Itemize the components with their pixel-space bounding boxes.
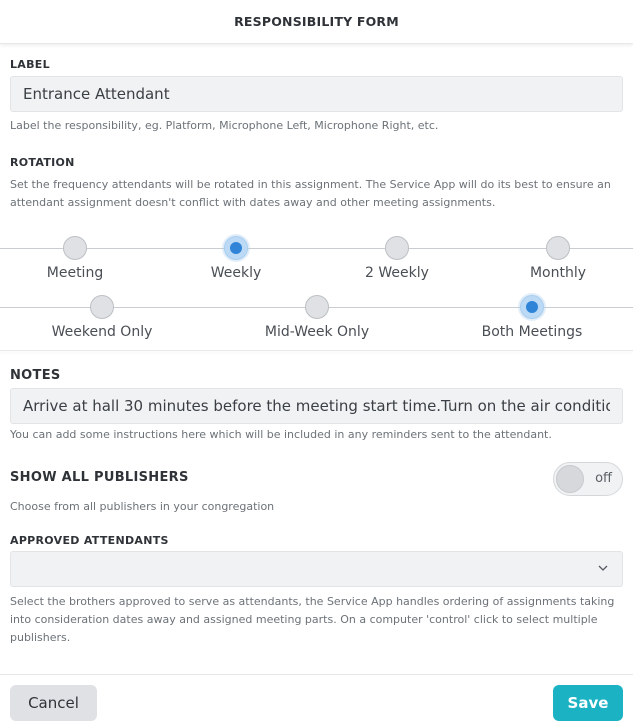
radio-label: Both Meetings (481, 324, 583, 340)
radio-label: Mid-Week Only (264, 324, 370, 340)
frequency-option-meeting[interactable] (10, 236, 140, 281)
toggle-state-text: off (595, 471, 612, 486)
radio-label: Meeting (46, 265, 104, 281)
frequency-option-monthly[interactable] (493, 236, 623, 281)
notes-help: You can add some instructions here which will be included in any reminders sent to the attendant. (10, 428, 552, 441)
show-all-help: Choose from all publishers in your congregation (10, 500, 275, 513)
label-input[interactable] (10, 76, 623, 112)
approved-help: Select the brothers approved to serve as attendants, the Service App handles ordering of assignments taking into consideration dates away and assigned meeting parts. On a computer 'control' click to select multiple publishers. (10, 595, 615, 644)
notes-input[interactable] (10, 388, 623, 424)
radio-label: Weekly (210, 265, 262, 281)
cancel-button[interactable]: Cancel (10, 685, 97, 721)
toggle-knob (556, 465, 584, 493)
radio-dot[interactable] (305, 295, 329, 319)
approved-heading: APPROVED ATTENDANTS (10, 534, 169, 547)
form-header (0, 0, 633, 44)
radio-label: Monthly (529, 265, 587, 281)
notes-heading: NOTES (10, 368, 61, 383)
radio-dot[interactable] (90, 295, 114, 319)
approved-attendants-select[interactable] (10, 551, 623, 587)
label-help: Label the responsibility, eg. Platform, Microphone Left, Microphone Right, etc. (10, 119, 439, 132)
radio-dot[interactable] (546, 236, 570, 260)
radio-dot[interactable] (385, 236, 409, 260)
show-all-toggle[interactable] (553, 462, 623, 496)
radio-dot-selected[interactable] (224, 236, 248, 260)
radio-dot-selected[interactable] (520, 295, 544, 319)
show-all-heading: SHOW ALL PUBLISHERS (10, 470, 189, 485)
radio-label: Weekend Only (51, 324, 153, 340)
frequency-option-2-weekly[interactable] (332, 236, 462, 281)
meeting-radio-group (0, 295, 633, 345)
radio-dot[interactable] (63, 236, 87, 260)
label-heading: LABEL (10, 58, 50, 71)
meeting-option-mid-week-only[interactable] (252, 295, 382, 340)
meeting-option-both-meetings[interactable] (467, 295, 597, 340)
frequency-option-weekly[interactable] (171, 236, 301, 281)
footer-divider (0, 674, 633, 675)
chevron-down-icon (598, 563, 608, 573)
rotation-help: Set the frequency attendants will be rotated in this assignment. The Service App will do its best to ensure an attendant assignment doesn't conflict with dates away and other meeting assignments. (10, 178, 611, 209)
radio-label: 2 Weekly (365, 265, 429, 281)
form-title: RESPONSIBILITY FORM (234, 14, 399, 29)
meeting-option-weekend-only[interactable] (37, 295, 167, 340)
section-divider (0, 350, 633, 351)
rotation-heading: ROTATION (10, 156, 75, 169)
save-button[interactable]: Save (553, 685, 623, 721)
frequency-radio-group (0, 236, 633, 286)
